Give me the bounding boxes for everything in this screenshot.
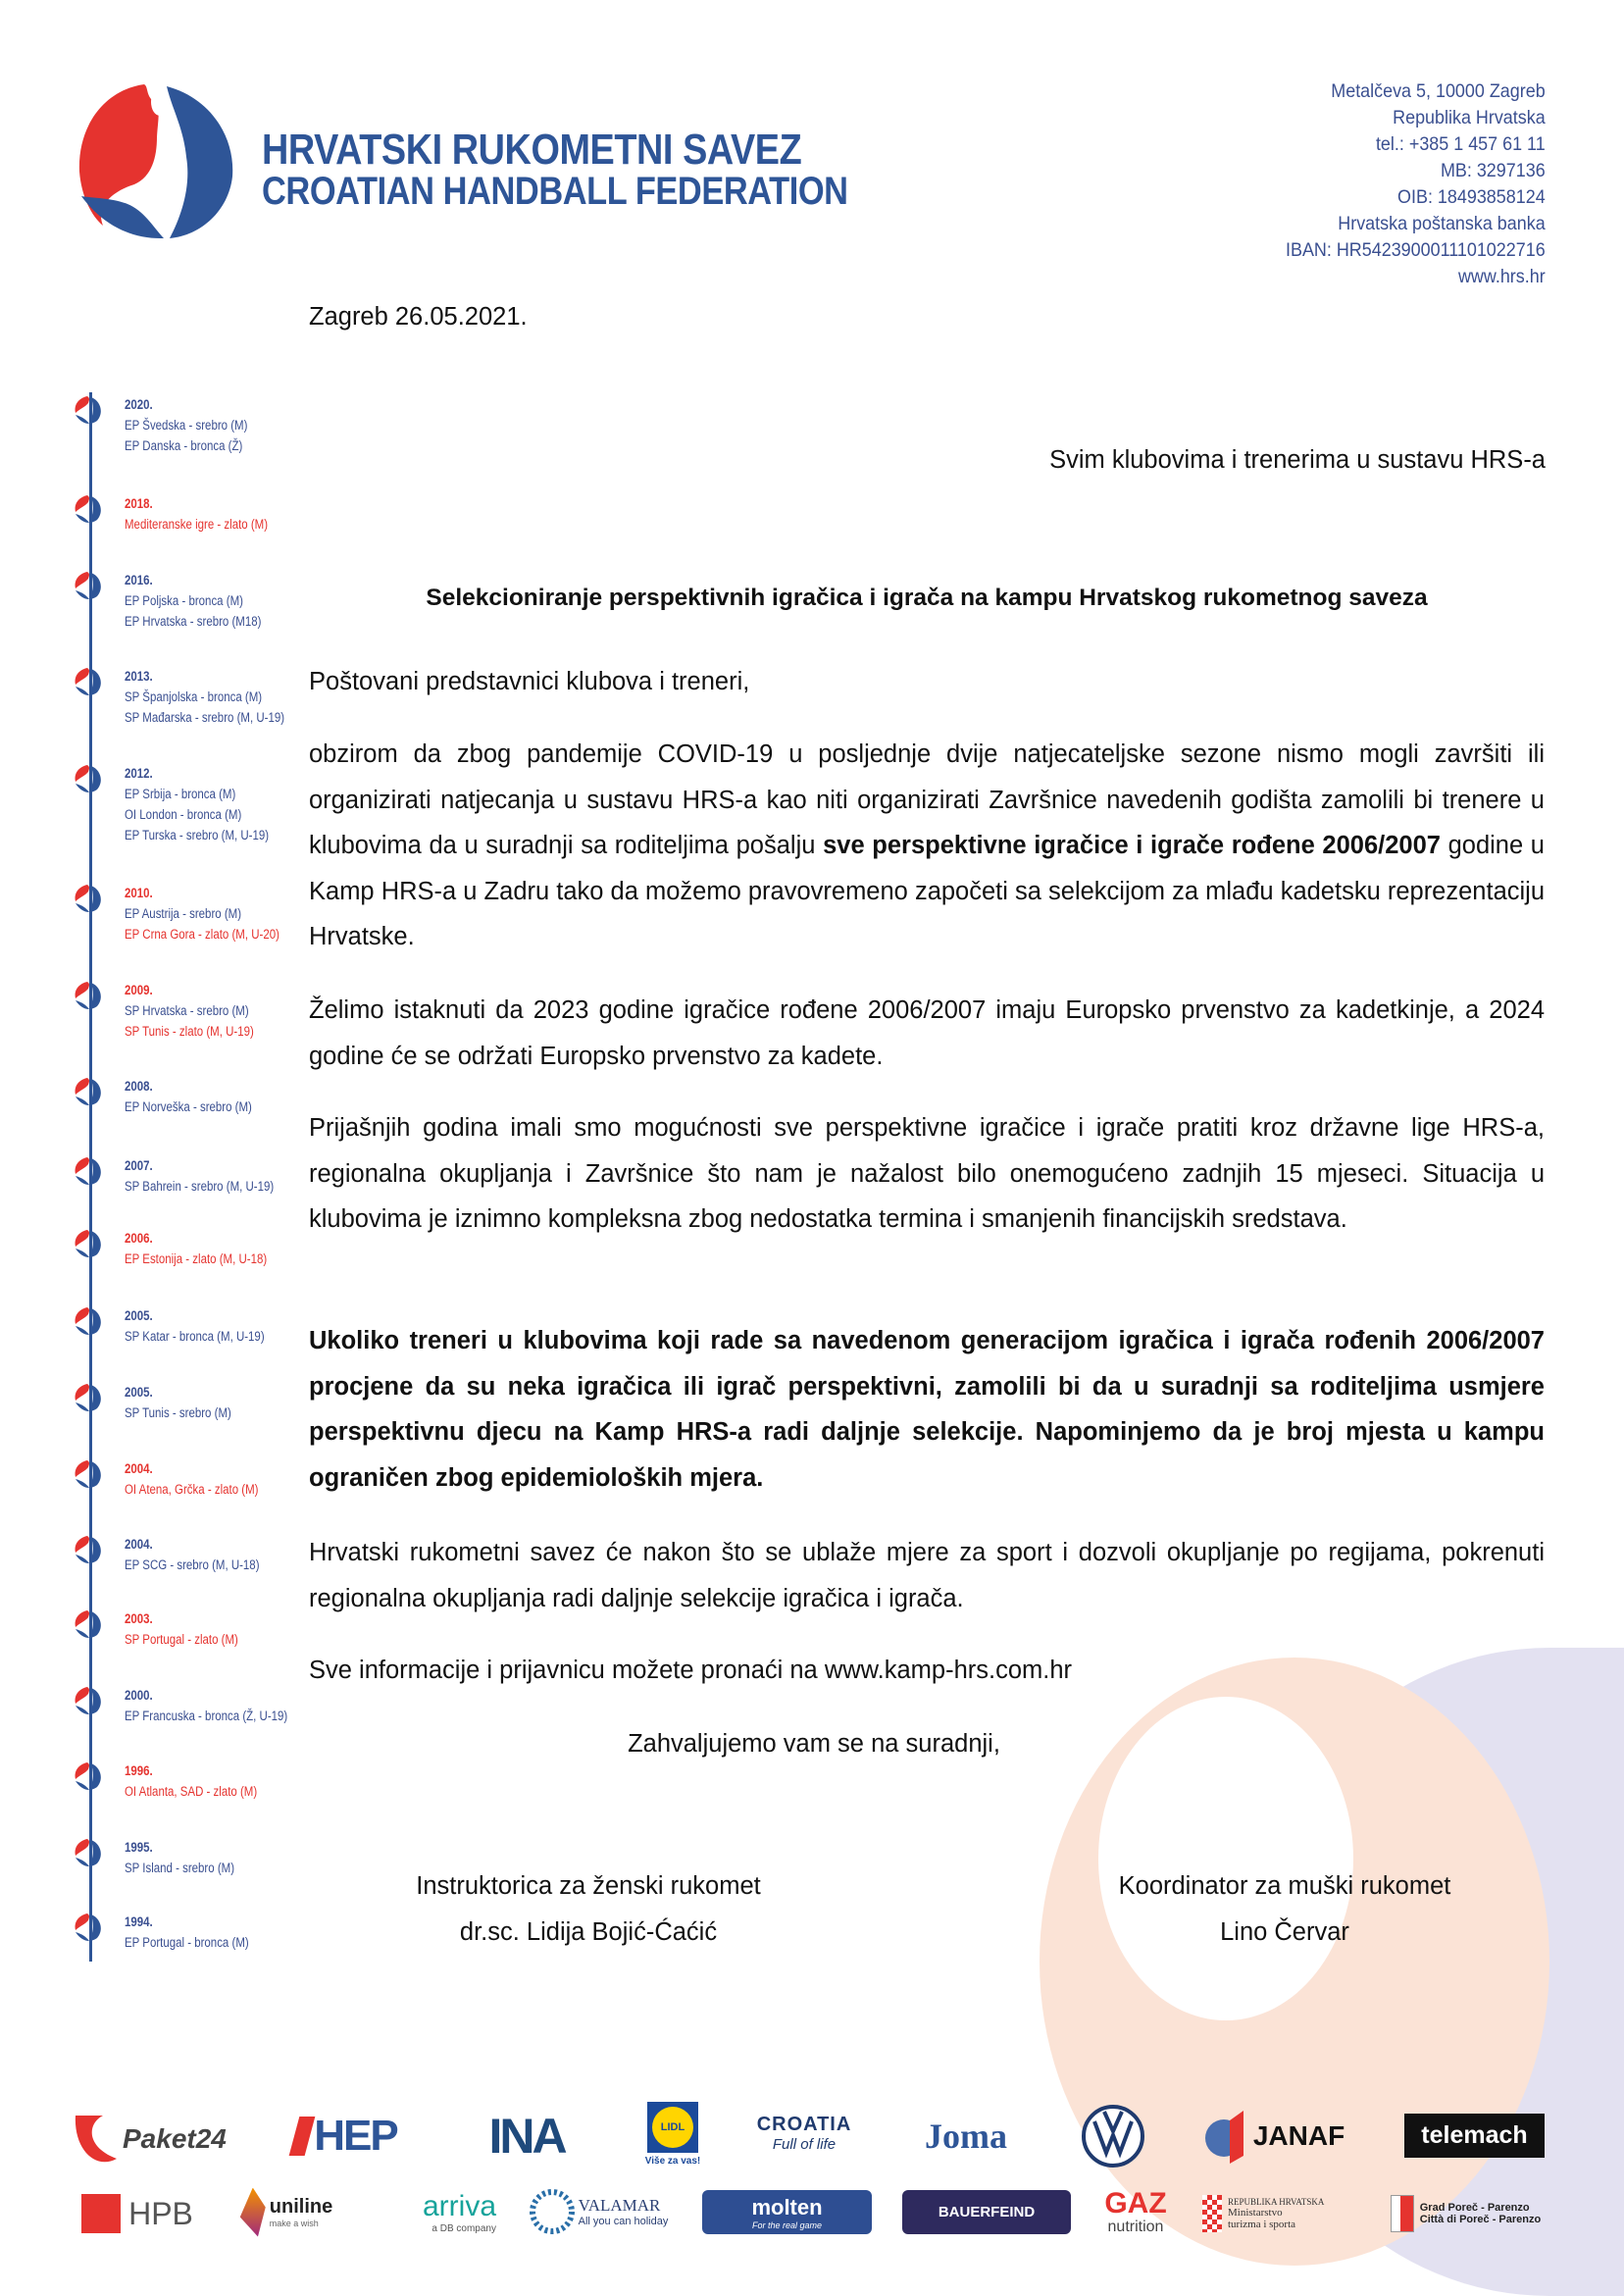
sponsor-gaz-logo: GAZ nutrition bbox=[1104, 2186, 1167, 2235]
timeline-year: 2006. bbox=[125, 1231, 153, 1246]
timeline-text bbox=[125, 1912, 249, 1953]
timeline-text bbox=[125, 1685, 287, 1726]
org-name-hr: HRVATSKI RUKOMETNI SAVEZ bbox=[262, 126, 802, 174]
timeline-year: 2005. bbox=[125, 1308, 153, 1323]
timeline-achievement: SP Španjolska - bronca (M) bbox=[125, 689, 263, 704]
timeline-achievement: EP Švedska - srebro (M) bbox=[125, 418, 248, 433]
timeline-achievement: SP Katar - bronca (M, U-19) bbox=[125, 1329, 265, 1344]
letter-recipient: Svim klubovima i trenerima u sustavu HRS-a bbox=[1049, 446, 1546, 474]
handball-logo-icon bbox=[74, 884, 103, 913]
timeline-text bbox=[125, 493, 268, 535]
handball-logo-icon bbox=[74, 1838, 103, 1867]
porec-crest-icon bbox=[1391, 2195, 1414, 2232]
vw-icon bbox=[1081, 2104, 1145, 2168]
timeline-achievement: EP Turska - srebro (M, U-19) bbox=[125, 828, 270, 842]
sponsor-croatia-logo: CROATIA Full of life bbox=[756, 2114, 852, 2153]
timeline-text bbox=[125, 1228, 267, 1269]
sponsor-telemach-logo: telemach bbox=[1404, 2114, 1545, 2158]
signature-left bbox=[294, 1863, 883, 1956]
sponsor-uniline-logo: uniline make a wish bbox=[228, 2185, 345, 2239]
sponsor-valamar-logo: VALAMAR All you can holiday bbox=[523, 2187, 675, 2236]
timeline-year: 2008. bbox=[125, 1079, 153, 1094]
timeline-achievement: EP Francuska - bronca (Ž, U-19) bbox=[125, 1709, 288, 1723]
sponsor-porec-logo: Grad Poreč - Parenzo Città di Poreč - Parenzo bbox=[1385, 2189, 1547, 2238]
signature-right-title: Koordinator za muški rukomet bbox=[1118, 1872, 1451, 1900]
timeline-year: 2016. bbox=[125, 573, 153, 587]
timeline-text bbox=[125, 1382, 231, 1423]
sponsor-paket24-logo: Paket24 bbox=[74, 2107, 230, 2171]
paragraph-1 bbox=[309, 732, 1545, 960]
timeline-achievement: SP Portugal - zlato (M) bbox=[125, 1632, 238, 1647]
letter-subject: Selekcioniranje perspektivnih igračica i igrača na kampu Hrvatskog rukometnog saveza bbox=[426, 585, 1428, 611]
address-line: MB: 3297136 bbox=[1441, 160, 1546, 181]
timeline-text bbox=[125, 1608, 238, 1650]
timeline-year: 1995. bbox=[125, 1840, 153, 1855]
paragraph-4: Ukoliko treneri u klubovima koji rade sa navedenom generacijom igračica i igrača rođenih 2006/2007 procjene da su neka igračica ili igrač perspektivni, zamolili bi da u suradnji sa roditeljima usmjere perspektivnu djecu na Kamp HRS-a radi daljnje selekcije. Napominjemo da je broj mjesta u kampu ograničen zbog epidemioloških mjera. bbox=[309, 1327, 1545, 1492]
timeline-achievement: EP Norveška - srebro (M) bbox=[125, 1099, 252, 1114]
timeline-year: 1996. bbox=[125, 1763, 153, 1778]
handball-logo-icon bbox=[74, 1459, 103, 1489]
timeline-achievement: OI Atena, Grčka - zlato (M) bbox=[125, 1482, 259, 1497]
signature-left-title: Instruktorica za ženski rukomet bbox=[416, 1872, 761, 1900]
letter-greeting: Poštovani predstavnici klubova i treneri, bbox=[309, 668, 750, 695]
timeline-achievement: SP Mađarska - srebro (M, U-19) bbox=[125, 710, 285, 725]
sponsor-molten-logo: molten For the real game bbox=[702, 2190, 872, 2234]
address-line: IBAN: HR5423900011101022716 bbox=[1286, 239, 1546, 261]
timeline-year: 2004. bbox=[125, 1461, 153, 1476]
timeline-text bbox=[125, 570, 261, 632]
timeline-year: 2018. bbox=[125, 496, 153, 511]
handball-logo-icon bbox=[74, 981, 103, 1010]
handball-logo-icon bbox=[74, 1609, 103, 1639]
address-line: tel.: +385 1 457 61 11 bbox=[1376, 133, 1546, 155]
handball-logo-icon bbox=[74, 571, 103, 600]
handball-logo-icon bbox=[74, 1383, 103, 1412]
signature-right-name: Lino Červar bbox=[1220, 1918, 1349, 1946]
sponsor-janaf-logo: JANAF bbox=[1198, 2109, 1350, 2164]
timeline-year: 1994. bbox=[125, 1914, 153, 1929]
sponsor-hep-logo: HEP bbox=[279, 2114, 412, 2158]
timeline-year: 2012. bbox=[125, 766, 153, 781]
handball-logo-icon bbox=[74, 1077, 103, 1106]
handball-logo-icon bbox=[74, 1306, 103, 1336]
sponsor-ina-logo: INA bbox=[488, 2108, 565, 2164]
timeline-achievement: EP Srbija - bronca (M) bbox=[125, 787, 236, 801]
timeline-text bbox=[125, 1837, 234, 1878]
timeline-year: 2000. bbox=[125, 1688, 153, 1703]
timeline-year: 2009. bbox=[125, 983, 153, 997]
handball-logo-icon bbox=[74, 764, 103, 793]
timeline-achievement: SP Island - srebro (M) bbox=[125, 1861, 235, 1875]
handball-logo-icon bbox=[74, 1229, 103, 1258]
lidl-slogan: Više za vas! bbox=[644, 2156, 701, 2167]
handball-logo-icon bbox=[74, 1156, 103, 1186]
timeline-text bbox=[125, 1458, 258, 1500]
handball-logo-icon bbox=[74, 395, 103, 425]
timeline-year: 2020. bbox=[125, 397, 153, 412]
handball-logo-icon bbox=[74, 1761, 103, 1791]
timeline-achievement: EP Danska - bronca (Ž) bbox=[125, 438, 243, 453]
timeline-text bbox=[125, 763, 269, 845]
timeline-achievement: EP Hrvatska - srebro (M18) bbox=[125, 614, 262, 629]
timeline-text bbox=[125, 394, 247, 456]
paragraph-2: Želimo istaknuti da 2023 godine igračice rođene 2006/2007 imaju Europsko prvenstvo za kadetkinje, a 2024 godine će se održati Europsko prvenstvo za kadete. bbox=[309, 996, 1545, 1070]
hrs-logo-icon bbox=[74, 78, 238, 240]
croatian-coat-of-arms-icon bbox=[1202, 2195, 1222, 2232]
address-line: Republika Hrvatska bbox=[1393, 107, 1546, 128]
timeline-text bbox=[125, 1534, 260, 1575]
timeline-achievement: SP Hrvatska - srebro (M) bbox=[125, 1003, 249, 1018]
paragraph-3: Prijašnjih godina imali smo mogućnosti sve perspektivne igračice i igrače pratiti kroz državne lige HRS-a, regionalna okupljanja i Završnice što nam je nažalost bilo onemogućeno zadnjih 15 mjeseci. Situacija u klubovima je iznimno kompleksna zbog nedostatka termina i smanjenih financijskih sredstava. bbox=[309, 1114, 1545, 1233]
timeline-year: 2003. bbox=[125, 1611, 153, 1626]
address-line: OIB: 18493858124 bbox=[1397, 186, 1546, 208]
handball-logo-icon bbox=[74, 1686, 103, 1715]
address-line: www.hrs.hr bbox=[1458, 266, 1546, 287]
timeline-text bbox=[125, 1305, 265, 1347]
timeline-text bbox=[125, 1155, 274, 1197]
timeline-achievement: EP SCG - srebro (M, U-18) bbox=[125, 1557, 260, 1572]
handball-logo-icon bbox=[74, 1535, 103, 1564]
timeline-achievement: SP Tunis - zlato (M, U-19) bbox=[125, 1024, 254, 1039]
timeline-text bbox=[125, 980, 254, 1042]
timeline-achievement: SP Bahrein - srebro (M, U-19) bbox=[125, 1179, 275, 1194]
timeline-text bbox=[125, 1076, 252, 1117]
signature-left-name: dr.sc. Lidija Bojić-Ćaćić bbox=[459, 1918, 718, 1946]
paragraph-6-website: Sve informacije i prijavnicu možete pronaći na www.kamp-hrs.com.hr bbox=[309, 1657, 1073, 1684]
sponsor-bauerfeind-logo: BAUERFEIND bbox=[902, 2190, 1071, 2234]
sponsor-joma-logo: Joma bbox=[925, 2116, 1007, 2156]
timeline-achievement: EP Austrija - srebro (M) bbox=[125, 906, 242, 921]
sponsor-hpb-logo: HPB bbox=[74, 2189, 201, 2238]
timeline-achievement: EP Crna Gora - zlato (M, U-20) bbox=[125, 927, 279, 942]
timeline-year: 2005. bbox=[125, 1385, 153, 1400]
sponsor-lidl-logo: LIDL bbox=[647, 2102, 698, 2153]
paket24-icon bbox=[74, 2110, 123, 2168]
handball-logo-icon bbox=[74, 494, 103, 524]
timeline-text bbox=[125, 1760, 257, 1802]
timeline-achievement: EP Poljska - bronca (M) bbox=[125, 593, 243, 608]
timeline-text bbox=[125, 883, 279, 944]
timeline-achievement: SP Tunis - srebro (M) bbox=[125, 1405, 231, 1420]
timeline-year: 2007. bbox=[125, 1158, 153, 1173]
timeline-text bbox=[125, 666, 284, 728]
janaf-icon bbox=[1204, 2109, 1253, 2164]
address-line: Metalčeva 5, 10000 Zagreb bbox=[1331, 80, 1546, 102]
signature-right bbox=[990, 1863, 1579, 1956]
sponsor-ministry-logo: REPUBLIKA HRVATSKA Ministarstvo turizma i sporta bbox=[1202, 2189, 1359, 2238]
timeline-achievement: OI Atlanta, SAD - zlato (M) bbox=[125, 1784, 258, 1799]
timeline-year: 2013. bbox=[125, 669, 153, 684]
background-shape-white bbox=[1098, 1697, 1353, 2020]
timeline-year: 2004. bbox=[125, 1537, 153, 1552]
paragraph-1-text-b: godine u Kamp HRS-a u Zadru tako da možemo pravovremeno započeti sa selekcijom za mlađu kadetsku reprezentaciju Hrvatske. bbox=[309, 832, 1546, 950]
address-line: Hrvatska poštanska banka bbox=[1338, 213, 1546, 234]
handball-logo-icon bbox=[74, 1913, 103, 1942]
paragraph-1-bold: sve perspektivne igračice i igrače rođene 2006/2007 bbox=[823, 832, 1441, 859]
letter-closing: Zahvaljujemo vam se na suradnji, bbox=[628, 1730, 1000, 1758]
sponsor-arriva-logo: arriva a DB company bbox=[422, 2190, 496, 2234]
timeline-achievement: OI London - bronca (M) bbox=[125, 807, 242, 822]
letter-date: Zagreb 26.05.2021. bbox=[309, 303, 528, 331]
timeline-achievement: EP Portugal - bronca (M) bbox=[125, 1935, 249, 1950]
org-address bbox=[1263, 78, 1546, 290]
timeline-achievement: EP Estonija - zlato (M, U-18) bbox=[125, 1251, 268, 1266]
valamar-icon bbox=[530, 2189, 575, 2234]
paragraph-1-text-a: obzirom da zbog pandemije COVID-19 u posljednje dvije natjecateljske sezone nismo mogli završiti ili organizirati natjecanja u sustavu HRS-a kao niti organizirati Završnice navedenih godišta zamolili bi trenere u klubovima da u suradnji sa roditeljima pošalju bbox=[309, 740, 1545, 859]
handball-logo-icon bbox=[74, 667, 103, 696]
sponsor-vw-logo bbox=[1081, 2104, 1145, 2168]
timeline-year: 2010. bbox=[125, 886, 153, 900]
timeline-achievement: Mediteranske igre - zlato (M) bbox=[125, 517, 269, 532]
org-name-en: CROATIAN HANDBALL FEDERATION bbox=[262, 170, 848, 213]
paragraph-5: Hrvatski rukometni savez će nakon što se ublaže mjere za sport i dozvoli okupljanje po regijama, pokrenuti regionalna okupljanja radi daljnje selekcije igračica i igrača. bbox=[309, 1539, 1545, 1612]
